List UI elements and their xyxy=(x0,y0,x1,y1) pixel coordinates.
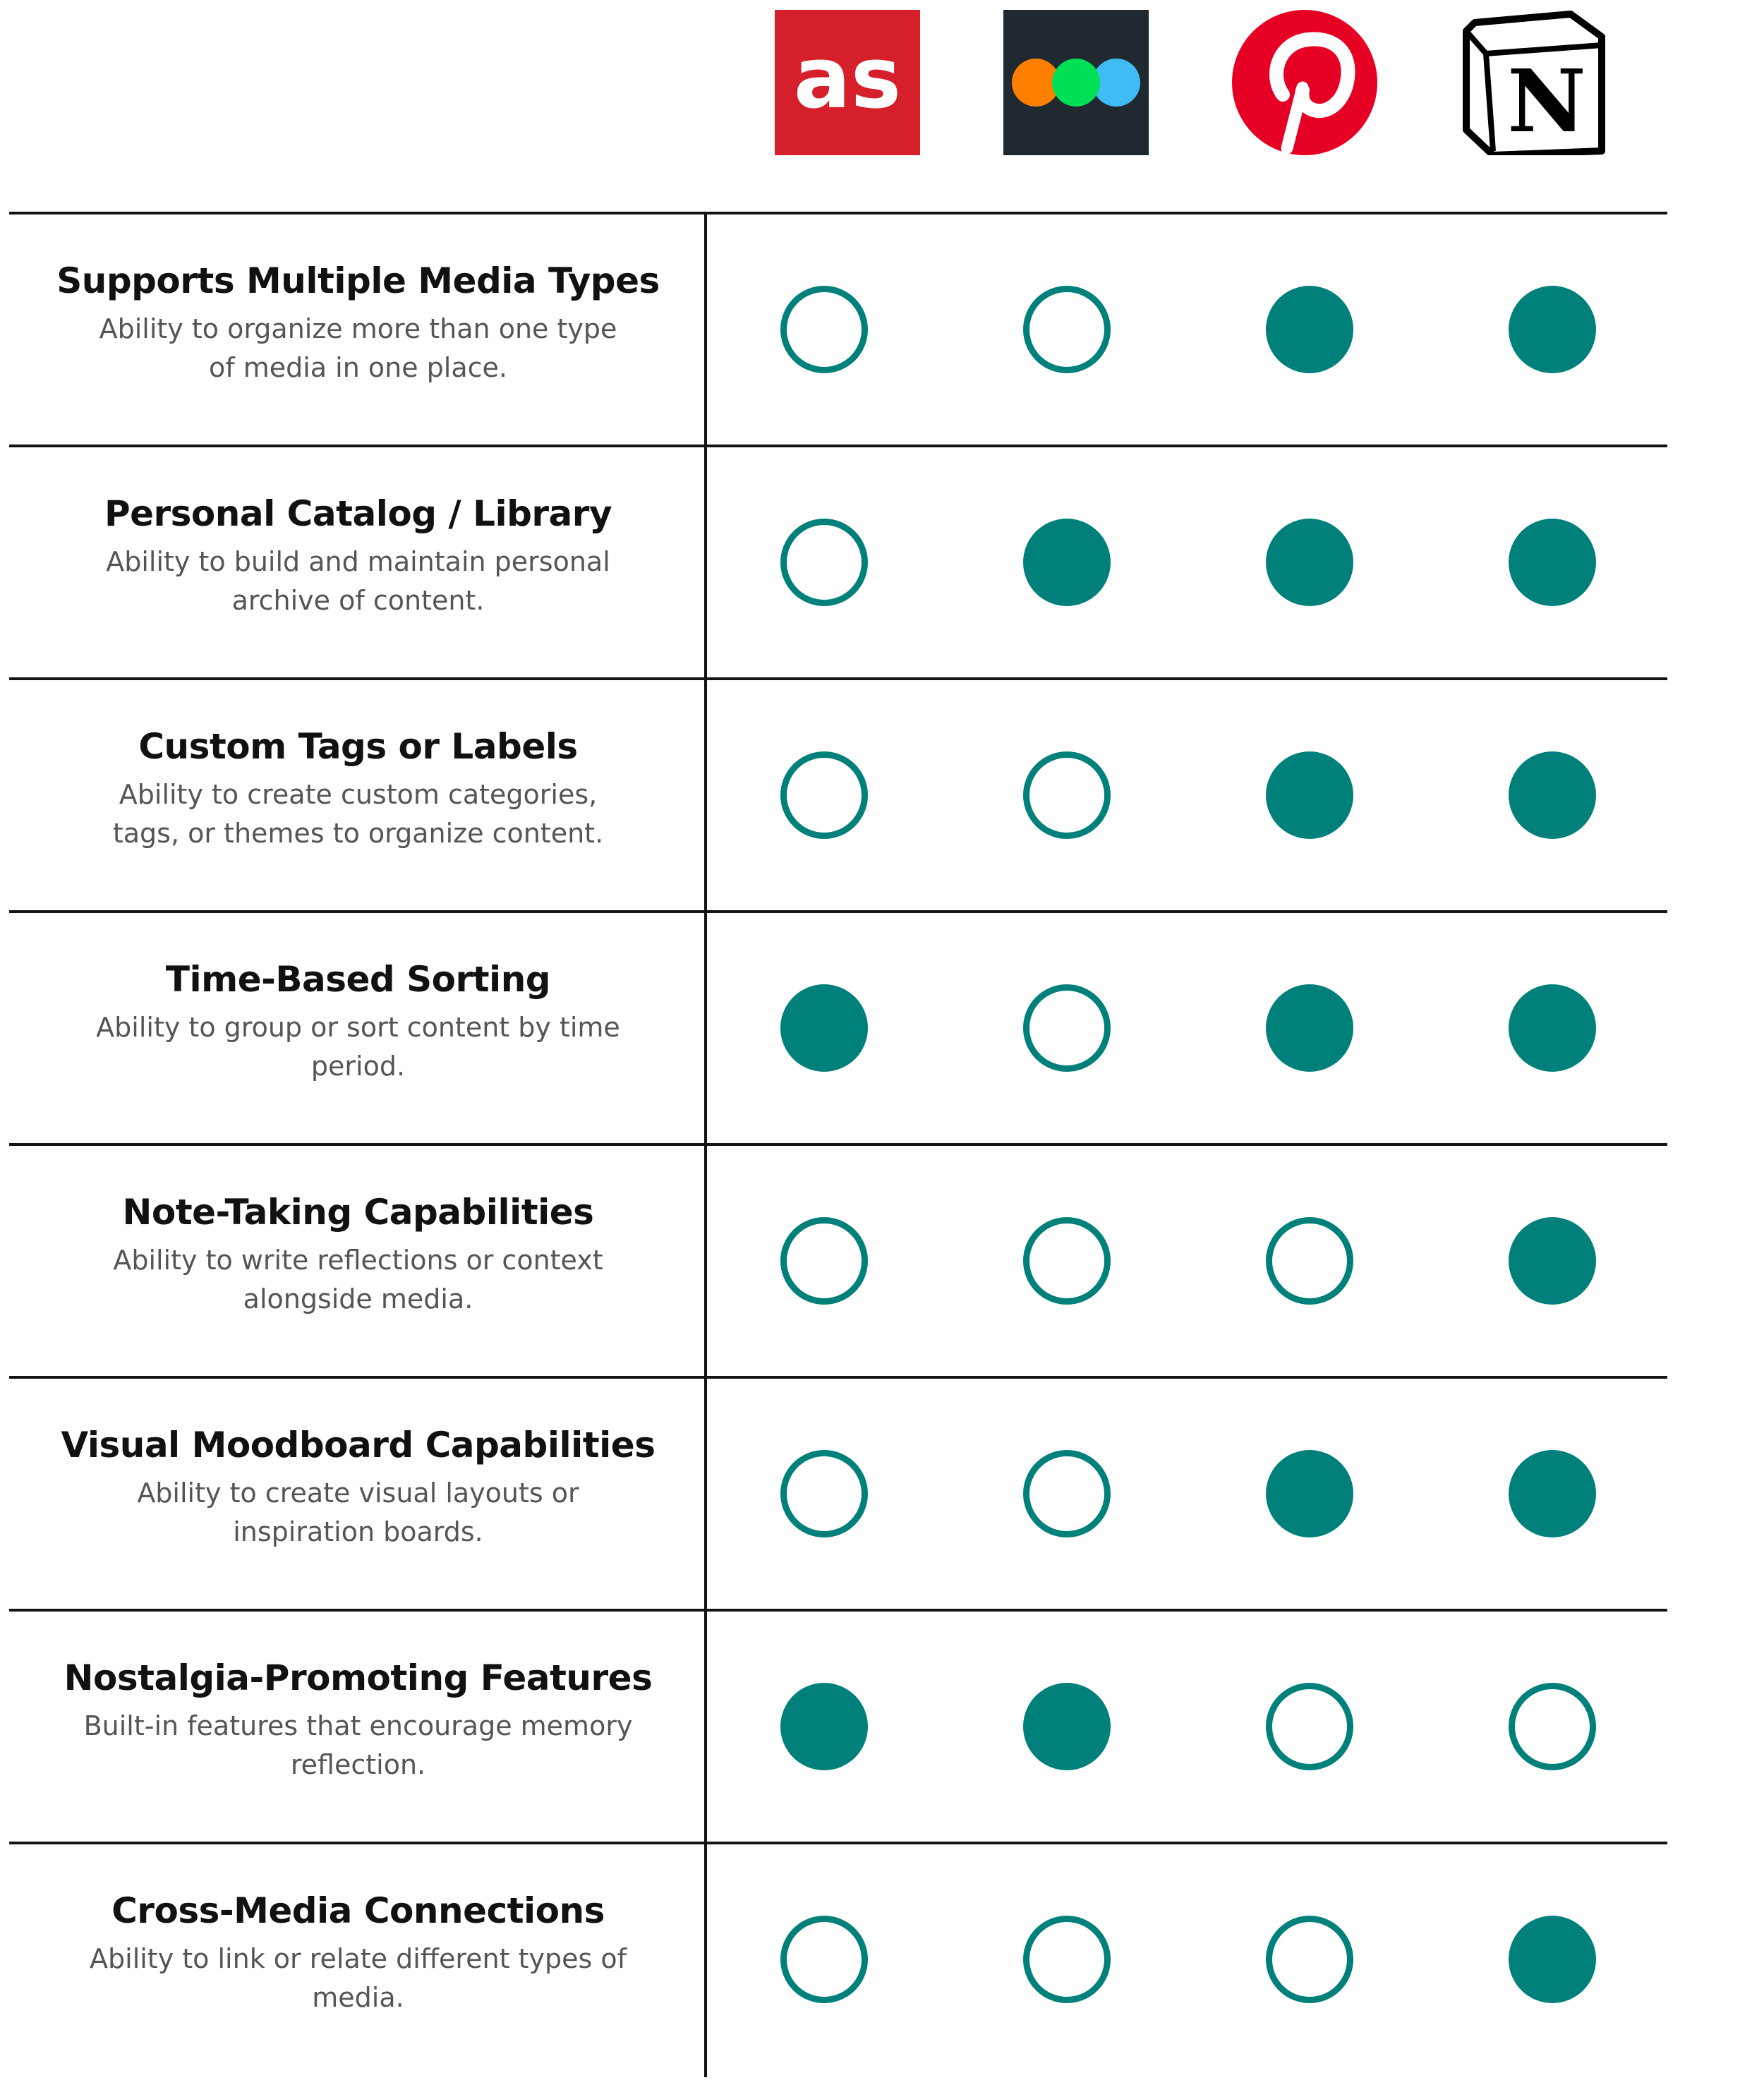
feature-title: Nostalgia-Promoting Features xyxy=(64,1657,653,1698)
feature-row-cross-media xyxy=(28,1889,688,2017)
feature-unsupported-dot xyxy=(1266,1683,1353,1770)
feature-unsupported-dot xyxy=(1023,286,1111,373)
feature-supported-dot xyxy=(1509,1450,1596,1537)
feature-unsupported-dot xyxy=(1023,751,1111,839)
letterboxd-logo-icon xyxy=(1003,10,1149,155)
feature-supported-dot xyxy=(1509,519,1596,606)
table-divider xyxy=(9,677,1667,680)
column-divider xyxy=(704,213,707,2077)
feature-description: Ability to group or sort content by time period. xyxy=(96,1012,620,1082)
feature-supported-dot xyxy=(1266,286,1353,373)
feature-title: Custom Tags or Labels xyxy=(138,726,578,767)
feature-row-moodboard xyxy=(28,1423,688,1552)
table-divider xyxy=(9,445,1667,447)
feature-unsupported-dot xyxy=(1509,1683,1596,1770)
feature-description: Ability to link or relate different types of media. xyxy=(90,1943,627,2013)
feature-title: Note-Taking Capabilities xyxy=(122,1192,594,1233)
feature-supported-dot xyxy=(1509,286,1596,373)
feature-row-media-types xyxy=(28,259,688,387)
feature-supported-dot xyxy=(1266,984,1353,1072)
feature-unsupported-dot xyxy=(1266,1916,1353,2003)
feature-supported-dot xyxy=(1266,751,1353,839)
table-divider xyxy=(9,1376,1667,1379)
feature-supported-dot xyxy=(1509,1916,1596,2003)
feature-supported-dot xyxy=(1509,984,1596,1072)
table-divider xyxy=(9,212,1667,214)
feature-unsupported-dot xyxy=(780,751,868,839)
feature-row-time-sorting xyxy=(28,957,688,1086)
notion-logo-icon xyxy=(1461,10,1606,155)
svg-text:as: as xyxy=(793,30,902,128)
table-divider xyxy=(9,910,1667,913)
feature-unsupported-dot xyxy=(780,1450,868,1537)
feature-unsupported-dot xyxy=(780,1916,868,2003)
feature-supported-dot xyxy=(1509,751,1596,839)
feature-unsupported-dot xyxy=(1023,984,1111,1072)
table-divider xyxy=(9,1143,1667,1146)
feature-row-notes xyxy=(28,1190,688,1319)
feature-supported-dot xyxy=(1266,519,1353,606)
feature-title: Cross-Media Connections xyxy=(111,1890,605,1931)
feature-unsupported-dot xyxy=(1023,1916,1111,2003)
feature-row-catalog xyxy=(28,492,688,620)
table-divider xyxy=(9,1609,1667,1612)
feature-supported-dot xyxy=(1266,1450,1353,1537)
feature-title: Personal Catalog / Library xyxy=(104,493,612,534)
feature-supported-dot xyxy=(1023,519,1111,606)
feature-title: Visual Moodboard Capabilities xyxy=(61,1425,656,1465)
feature-unsupported-dot xyxy=(780,1217,868,1305)
pinterest-logo-icon xyxy=(1232,10,1377,155)
lastfm-logo-icon xyxy=(775,10,920,155)
feature-supported-dot xyxy=(780,984,868,1072)
feature-row-nostalgia xyxy=(28,1656,688,1784)
table-divider xyxy=(9,1842,1667,1844)
feature-description: Ability to organize more than one type of media in one place. xyxy=(99,313,617,383)
feature-unsupported-dot xyxy=(1023,1217,1111,1305)
feature-supported-dot xyxy=(1509,1217,1596,1305)
feature-description: Ability to write reflections or context alongside media. xyxy=(113,1245,603,1315)
feature-unsupported-dot xyxy=(780,519,868,606)
svg-text:N: N xyxy=(1507,50,1586,152)
feature-description: Built-in features that encourage memory reflection. xyxy=(83,1710,633,1780)
feature-title: Time-Based Sorting xyxy=(165,959,551,1000)
feature-supported-dot xyxy=(780,1683,868,1770)
feature-description: Ability to build and maintain personal archive of content. xyxy=(106,546,610,616)
feature-title: Supports Multiple Media Types xyxy=(56,260,660,301)
feature-description: Ability to create visual layouts or inspiration boards. xyxy=(137,1477,579,1547)
feature-description: Ability to create custom categories, tags, or themes to organize content. xyxy=(112,779,604,849)
feature-unsupported-dot xyxy=(1023,1450,1111,1537)
feature-supported-dot xyxy=(1023,1683,1111,1770)
feature-row-tags xyxy=(28,725,688,853)
feature-unsupported-dot xyxy=(780,286,868,373)
feature-unsupported-dot xyxy=(1266,1217,1353,1305)
